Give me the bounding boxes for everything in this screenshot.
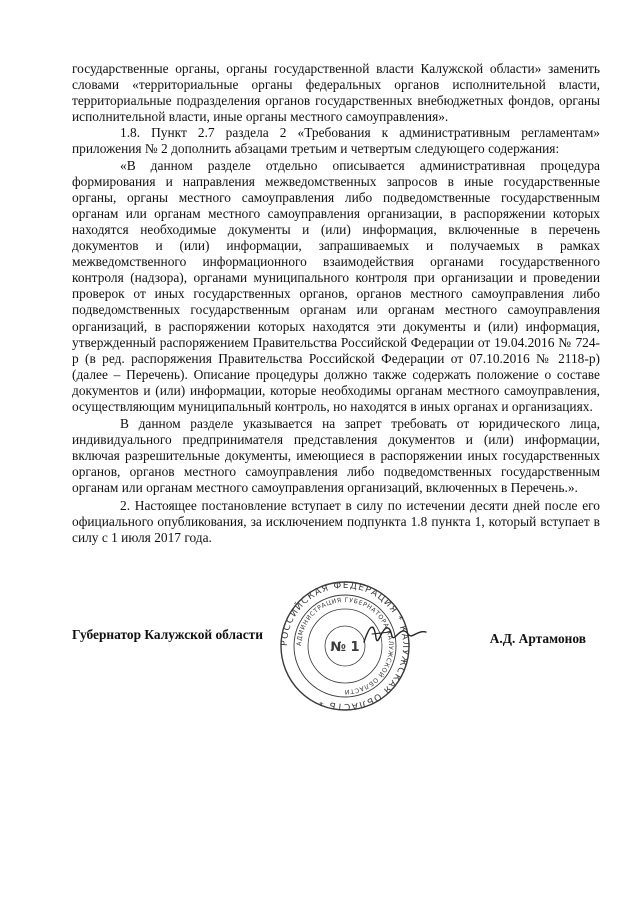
paragraph-prohibition: В данном разделе указывается на запрет требовать от юридического лица, индивидуального предпринимателя представления документов и (или) информации, включая разрешительные документы, имеющиеся в распоряжении иных государственных органов, органов местного самоуправления либо подведомственных государственным органам или органам местного самоуправления организаций, включенных в Перечень.». <box>72 416 600 496</box>
stamp-number: № 1 <box>330 640 360 655</box>
stamp-outer-text: РОССИЙСКАЯ ФЕДЕРАЦИЯ * КАЛУЖСКАЯ ОБЛАСТЬ * <box>279 580 411 712</box>
document-body <box>72 61 600 546</box>
paragraph-effective-date: 2. Настоящее постановление вступает в силу по истечении десяти дней после его официального опубликования, за исключением подпункта 1.8 пункта 1, который вступает в силу с 1 июля 2017 года. <box>72 497 600 545</box>
signer-name: А.Д. Артамонов <box>489 631 586 646</box>
stamp-inner-text: АДМИНИСТРАЦИЯ ГУБЕРНАТОРА КАЛУЖСКОЙ ОБЛАСТИ <box>295 596 395 696</box>
handwritten-signature <box>360 618 430 650</box>
signer-title: Губернатор Калужской области <box>72 627 263 642</box>
signature-block <box>72 623 600 653</box>
paragraph-continuation: государственные органы, органы государственной власти Калужской области» заменить словами «территориальные органы федеральных органов исполнительной власти, территориальные подразделения органов государственных внебюджетных фондов, органы исполнительной власти, иные органы местного самоуправления». <box>72 61 600 125</box>
paragraph-item-1-8: 1.8. Пункт 2.7 раздела 2 «Требования к административным регламентам» приложения № 2 дополнить абзацами третьим и четвертым следующего содержания: <box>72 125 600 157</box>
paragraph-quoted-section: «В данном разделе отдельно описывается административная процедура формирования и направления межведомственных запросов в иные государственные органы, органы местного самоуправления либо подведомственные государственным органам или органам местного самоуправления организации, в распоряжении которых находятся необходимые документы и (или) информация, включенные в перечень документов и (или) информации, запрашиваемых и получаемых в рамках межведомственного информационного взаимодействия органами государственного контроля (надзора), органами муниципального контроля при организации и проведении проверок от иных государственных органов, органов местного самоуправления либо подведомственных государственным органам или органам местного самоуправления организаций, в распоряжении которых находятся эти документы и (или) информация, утвержденный распоряжением Правительства Российской Федерации от 19.04.2016 № 724-р (в ред. распоряжения Правительства Российской Федерации от 07.10.2016 № 2118-р) (далее – Перечень). Описание процедуры должно также содержать положение о составе документов и (или) информации, которые необходимы органам местного самоуправления, осуществляющим муниципальный контроль, но находятся в иных органах и организациях. <box>72 157 600 414</box>
signature-scribble-graphic <box>360 618 430 650</box>
